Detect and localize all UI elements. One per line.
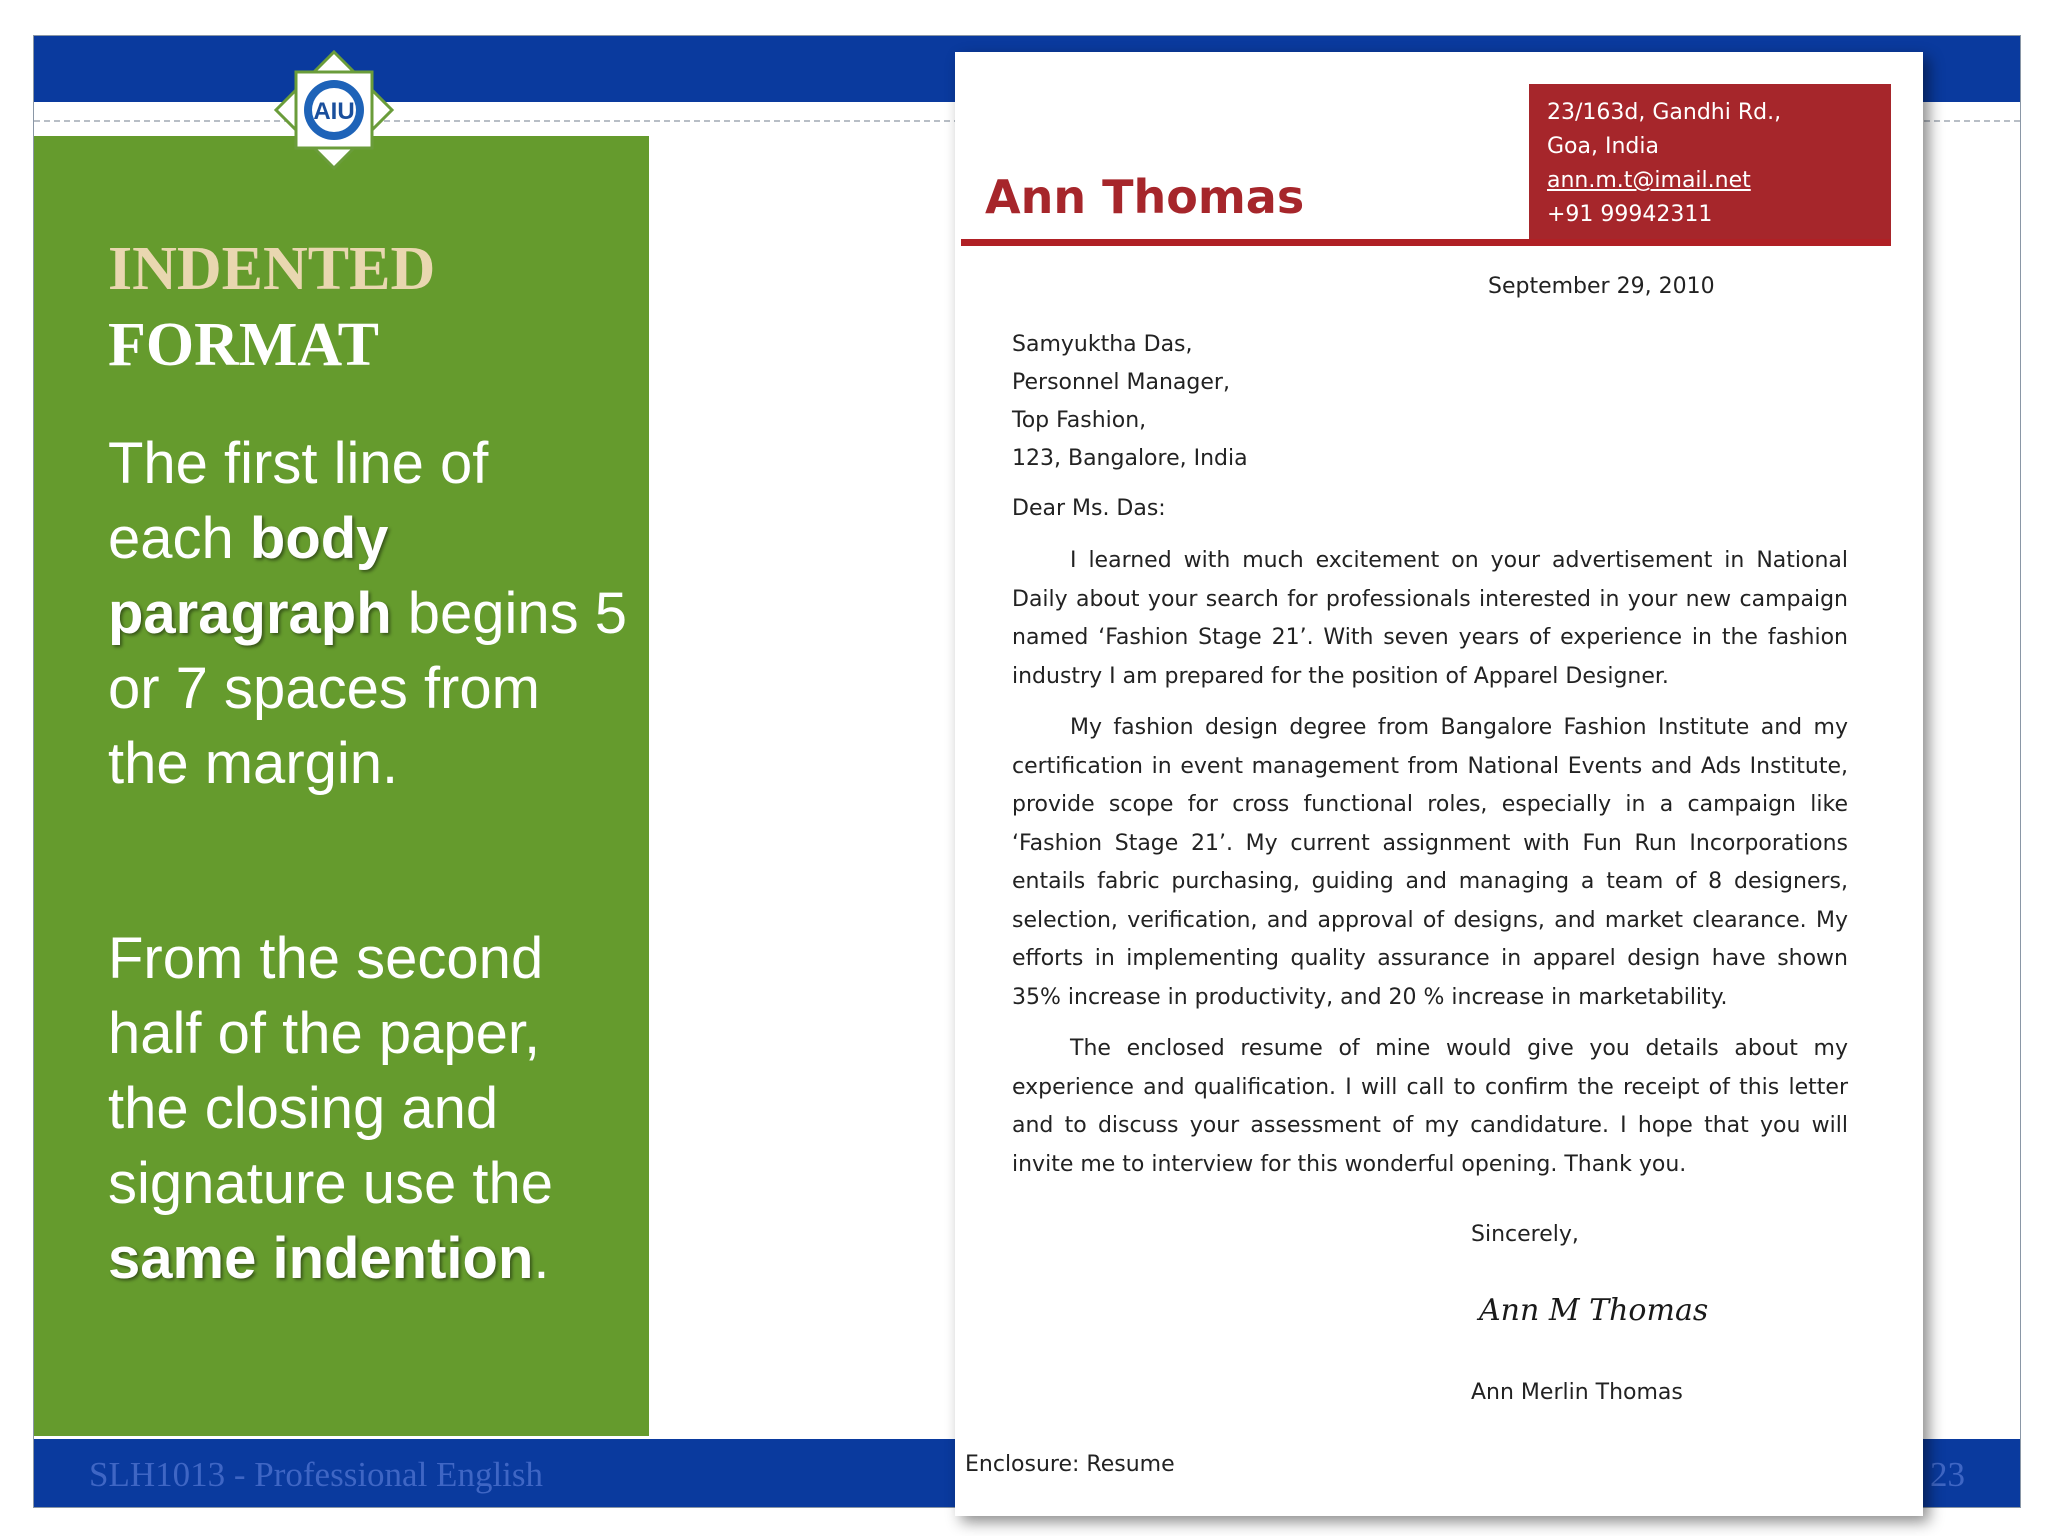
letterhead-name: Ann Thomas [985, 170, 1305, 224]
enclosure-note: Enclosure: Resume [965, 1452, 1175, 1477]
address-line-2: Goa, India [1547, 134, 1659, 159]
address-line-1: 23/163d, Gandhi Rd., [1547, 100, 1782, 125]
closing: Sincerely, [1471, 1222, 1579, 1247]
recipient-line: Samyuktha Das, [1012, 332, 1193, 357]
salutation: Dear Ms. Das: [1012, 496, 1166, 521]
phone-number: +91 99942311 [1547, 202, 1713, 227]
title-line-indented: INDENTED [108, 235, 436, 303]
emphasis-same-indention: same indention [108, 1226, 534, 1291]
svg-text:Ann M Thomas: Ann M Thomas [1479, 1293, 1709, 1328]
letter-date: September 29, 2010 [1488, 274, 1715, 299]
letterhead-address-box [1529, 84, 1891, 246]
recipient-line: Personnel Manager, [1012, 370, 1230, 395]
email-link[interactable]: ann.m.t@imail.net [1547, 168, 1751, 193]
slide-title [108, 231, 435, 383]
rule-paragraph-2: From the second half of the paper, the closing and signature use the same indention. [108, 926, 553, 1291]
sample-letter [955, 52, 1923, 1516]
body-paragraph-2: My fashion design degree from Bangalore Fashion Institute and my certification in event management from National Events and Ads Institute, provide scope for cross functional roles, especially in a campaign like ‘Fashion Stage 21’. My current assignment with Fun Run Incorporations entails fabric purchasing, guiding and managing a team of 8 designers, selection, verification, and approval of designs, and market clearance. My efforts in implementing quality assurance in apparel design have shown 35% increase in productivity, and 20 % increase in marketability. [1012, 715, 1848, 1010]
emphasis-body-paragraph: body paragraph [108, 506, 392, 646]
recipient-line: Top Fashion, [1012, 408, 1147, 433]
handwritten-signature [1475, 1278, 1709, 1338]
signer-name: Ann Merlin Thomas [1471, 1380, 1683, 1405]
body-paragraph-1: I learned with much excitement on your advertisement in National Daily about your search for professionals interested in your new campaign named ‘Fashion Stage 21’. With seven years of experience in the fashion industry I am prepared for the position of Apparel Designer. [1012, 548, 1848, 689]
recipient-block [1012, 326, 1248, 478]
slide-page-number: 23 [1930, 1455, 1965, 1494]
body-paragraph-3: The enclosed resume of mine would give you details about my experience and qualification. I will call to confirm the receipt of this letter and to discuss your assessment of my candidature. I hope that you will invite me to interview for this wonderful opening. Thank you. [1012, 1036, 1848, 1177]
university-logo-icon [274, 50, 394, 170]
footer-course-title: SLH1013 - Professional English [89, 1455, 544, 1494]
svg-text:AIU: AIU [313, 98, 355, 125]
rule-paragraph-1: The first line of each body paragraph begins 5 or 7 spaces from the margin. [108, 431, 628, 796]
title-line-format: FORMAT [108, 311, 379, 379]
recipient-line: 123, Bangalore, India [1012, 446, 1248, 471]
letterhead-rule [961, 239, 1891, 246]
